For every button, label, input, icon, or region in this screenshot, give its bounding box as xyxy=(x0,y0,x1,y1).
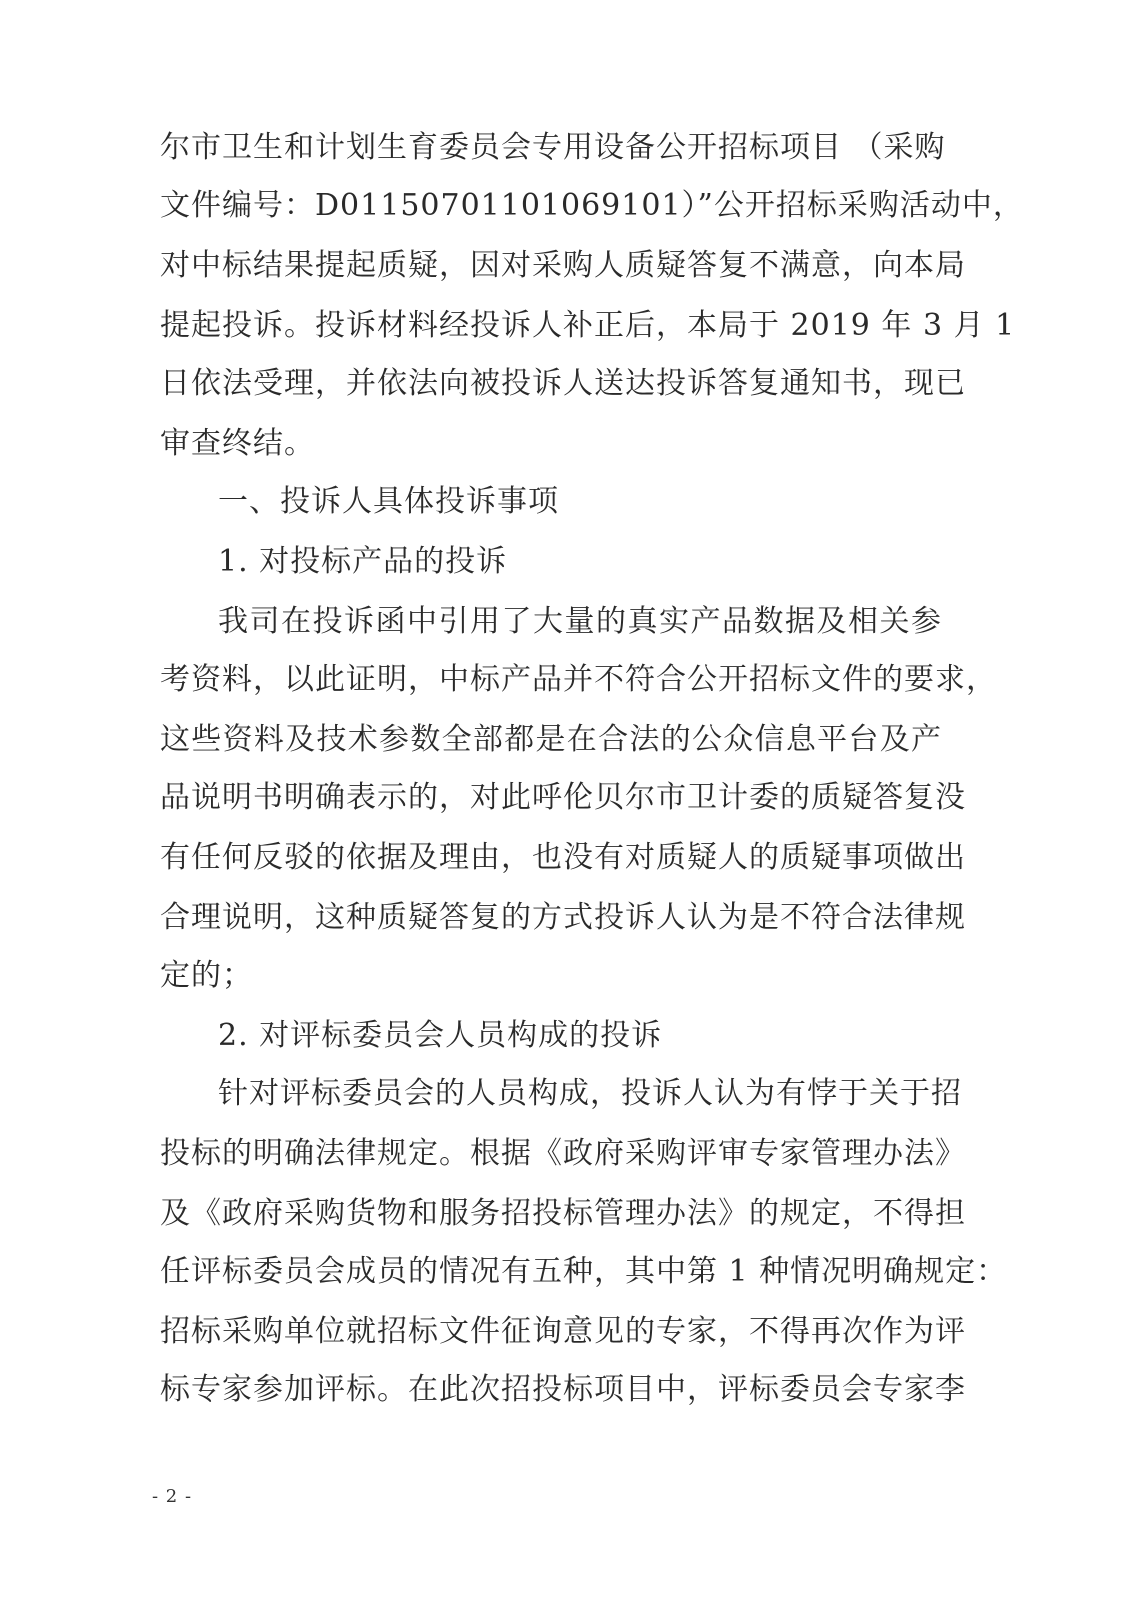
page-number: - 2 - xyxy=(152,1486,193,1507)
body-text-line: 标专家参加评标。在此次招投标项目中，评标委员会专家李 xyxy=(160,1372,966,1407)
body-text-line: 品说明书明确表示的，对此呼伦贝尔市卫计委的质疑答复没 xyxy=(160,780,966,815)
body-text-line: 考资料，以此证明，中标产品并不符合公开招标文件的要求， xyxy=(160,662,997,697)
section-heading: 一、投诉人具体投诉事项 xyxy=(218,484,559,519)
body-text-line: 有任何反驳的依据及理由，也没有对质疑人的质疑事项做出 xyxy=(160,840,966,875)
body-text-line: 投标的明确法律规定。根据《政府采购评审专家管理办法》 xyxy=(160,1136,966,1171)
body-text-line: 文件编号：D01150701101069101）”公开招标采购活动中， xyxy=(160,188,1024,223)
body-text-line: 合理说明，这种质疑答复的方式投诉人认为是不符合法律规 xyxy=(160,900,966,935)
subsection-heading: 2. 对评标委员会人员构成的投诉 xyxy=(218,1018,663,1053)
body-text-line: 招标采购单位就招标文件征询意见的专家，不得再次作为评 xyxy=(160,1314,966,1349)
body-text-line: 日依法受理，并依法向被投诉人送达投诉答复通知书，现已 xyxy=(160,366,966,401)
body-text-line: 提起投诉。投诉材料经投诉人补正后，本局于 2019 年 3 月 1 xyxy=(160,308,1016,343)
body-text-line: 审查终结。 xyxy=(160,426,315,461)
body-text-line: 我司在投诉函中引用了大量的真实产品数据及相关参 xyxy=(218,604,942,639)
body-text-line: 及《政府采购货物和服务招投标管理办法》的规定，不得担 xyxy=(160,1196,966,1231)
body-text-line: 针对评标委员会的人员构成，投诉人认为有悖于关于招 xyxy=(218,1076,962,1111)
body-text-line: 定的； xyxy=(160,958,253,993)
subsection-heading: 1. 对投标产品的投诉 xyxy=(218,544,508,579)
body-text-line: 这些资料及技术参数全部都是在合法的公众信息平台及产 xyxy=(160,722,942,757)
body-text-line: 对中标结果提起质疑，因对采购人质疑答复不满意，向本局 xyxy=(160,248,966,283)
body-text-line: 任评标委员会成员的情况有五种，其中第 1 种情况明确规定： xyxy=(160,1254,1008,1289)
body-text-line: 尔市卫生和计划生育委员会专用设备公开招标项目 （采购 xyxy=(160,130,946,165)
